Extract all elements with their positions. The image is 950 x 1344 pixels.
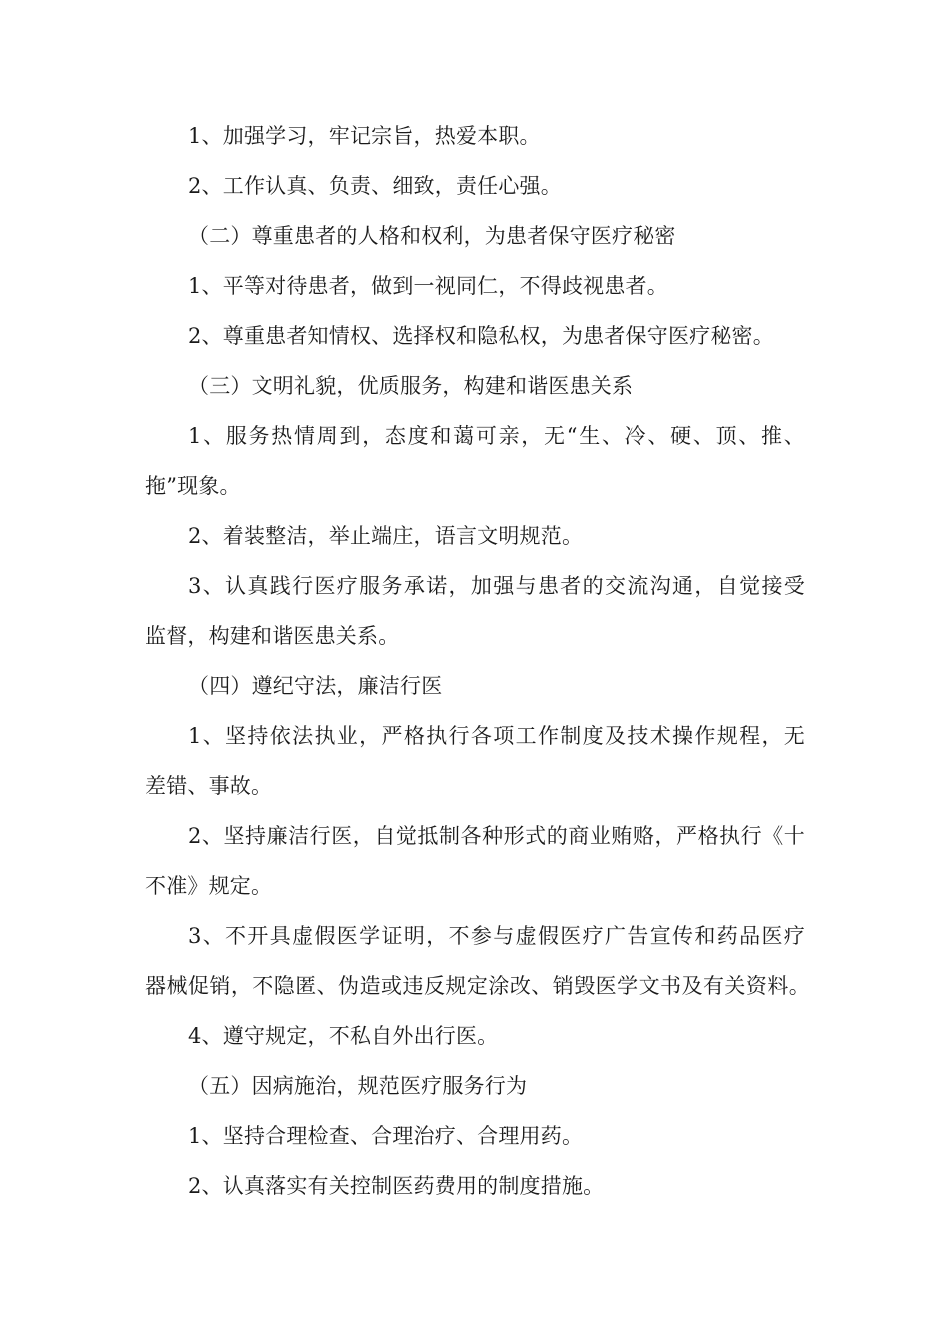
section-heading: （二）尊重患者的人格和权利，为患者保守医疗秘密 [188,224,676,248]
paragraph-line: 1、加强学习，牢记宗旨，热爱本职。 [188,124,541,148]
paragraph-line: 3、认真践行医疗服务承诺，加强与患者的交流沟通，自觉接受 [188,574,805,598]
section-heading: （三）文明礼貌，优质服务，构建和谐医患关系 [188,374,634,398]
paragraph-line: 监督，构建和谐医患关系。 [145,624,400,648]
paragraph-line: 器械促销，不隐匿、伪造或违反规定涂改、销毁医学文书及有关资料。 [145,974,810,998]
section-heading: （四）遵纪守法，廉洁行医 [188,674,443,698]
paragraph-line: 2、坚持廉洁行医，自觉抵制各种形式的商业贿赂，严格执行《十 [188,824,805,848]
paragraph-line: 2、着装整洁，举止端庄，语言文明规范。 [188,524,584,548]
paragraph-line: 1、平等对待患者，做到一视同仁，不得歧视患者。 [188,274,668,298]
section-heading: （五）因病施治，规范医疗服务行为 [188,1074,528,1098]
paragraph-line: 拖”现象。 [145,474,241,498]
paragraph-line: 差错、事故。 [145,774,273,798]
paragraph-line: 1、坚持依法执业，严格执行各项工作制度及技术操作规程，无 [188,724,805,748]
paragraph-line: 1、服务热情周到，态度和蔼可亲，无“生、冷、硬、顶、推、 [188,424,805,448]
paragraph-line: 2、尊重患者知情权、选择权和隐私权，为患者保守医疗秘密。 [188,324,774,348]
paragraph-line: 4、遵守规定，不私自外出行医。 [188,1024,499,1048]
paragraph-line: 不准》规定。 [145,874,273,898]
paragraph-line: 2、工作认真、负责、细致，责任心强。 [188,174,562,198]
paragraph-line: 2、认真落实有关控制医药费用的制度措施。 [188,1174,605,1198]
paragraph-line: 3、不开具虚假医学证明，不参与虚假医疗广告宣传和药品医疗 [188,924,805,948]
paragraph-line: 1、坚持合理检查、合理治疗、合理用药。 [188,1124,584,1148]
